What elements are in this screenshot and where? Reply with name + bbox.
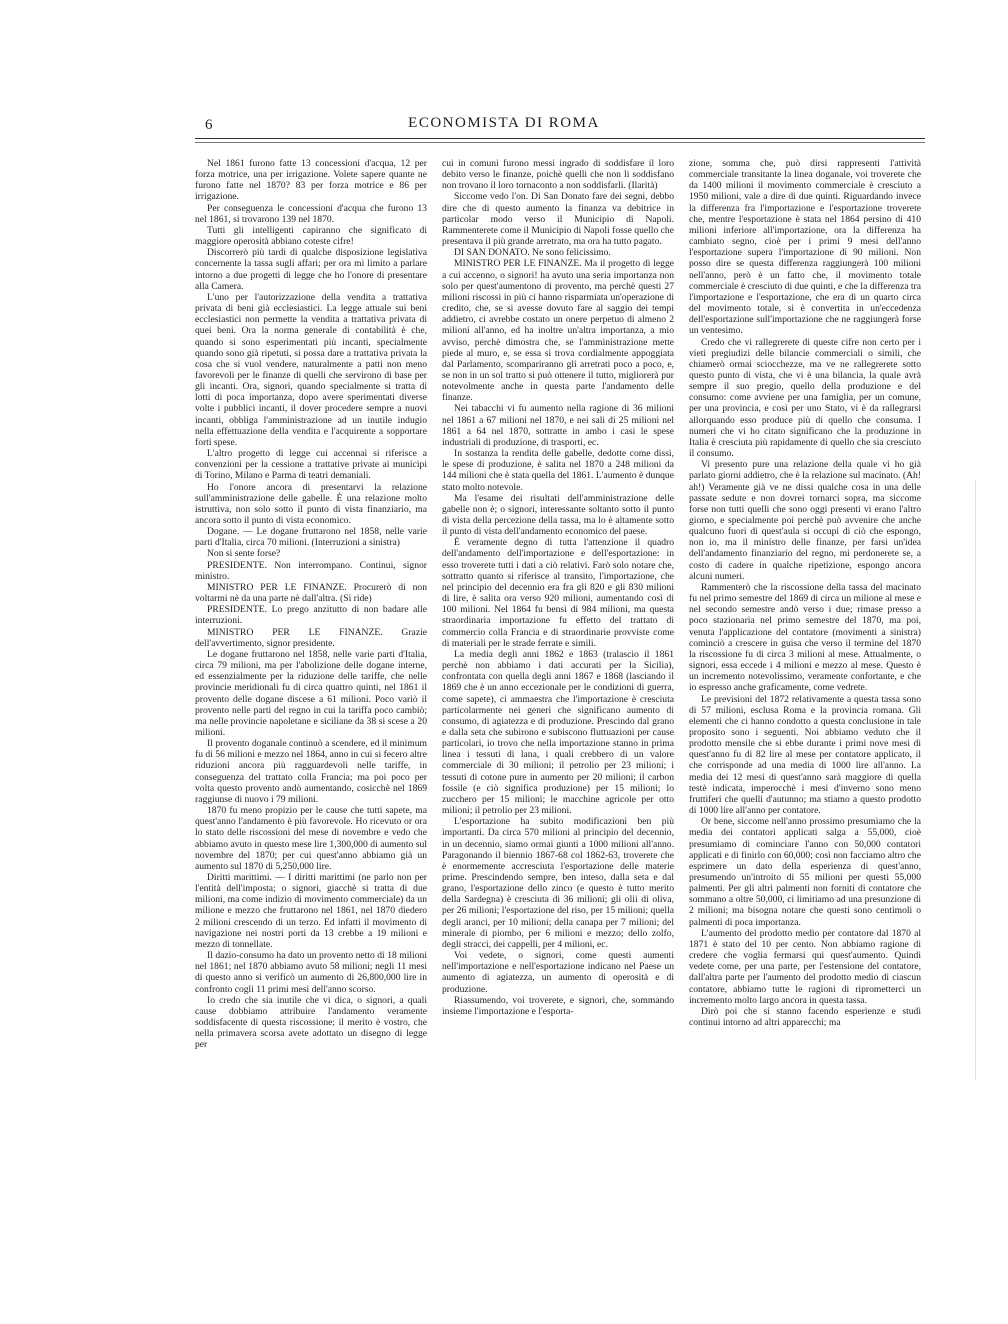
- paragraph: L'esportazione ha subito modificazioni ben più importanti. Da circa 570 milioni al principio del decennio, in un decennio, siamo ormai giunti a 1000 milioni all'anno. Paragonando il biennio 1867-68 col 1862-63, troverete che è enormemente accresciuta l'esportazione delle materie prime. Prescindendo sempre, ben inteso, dalla seta e dal grano, l'esportazione dello zinco (e questo è tutto merito della Sardegna) è cresciuta di 36 milioni; gli olii di oliva, per 26 milioni; l'esportazione del riso, per 15 milioni; quella degli aranci, per 10 milioni; della canapa per 7 milioni; del minerale di piombo, per 6 milioni e mezzo; dello zolfo, degli stracci, dei cappelli, per 4 milioni, ec.: [442, 816, 674, 950]
- paragraph: Tutti gli intelligenti capiranno che significato di maggiore operosità abbiano coteste cifre!: [195, 224, 427, 248]
- running-head-title: ECONOMISTA DI ROMA: [408, 115, 600, 131]
- paragraph: L'aumento del prodotto medio per contatore dal 1870 al 1871 è stato del 10 per cento. Non abbiamo ragione di credere che voglia fermarsi qui quest'aumento. Quindi vedete come, per una parte, per l'estensione del contatore, dall'altra parte per l'aumento del prodotto medio di ciascun contatore, abbiamo tutte le ragioni di riprometterci un incremento molto largo ancora in questa tassa.: [689, 927, 921, 1006]
- paragraph: È veramente degno di tutta l'attenzione il quadro dell'andamento dell'importazione e dell'esportazione: in esso troverete tutti i dati a ciò relativi. Farò solo notare che, sottratto quanto si riferisce al transito, l'importazione, che nel principio del decennio era fra gli 820 e gli 830 milioni di lire, è salita ora verso 920 milioni, aumentando così di 100 milioni. Nel 1864 fu bensì di 984 milioni, ma questa straordinaria importazione fu effetto del trattato di commercio colla Francia e di straordinarie provviste come di materiali per le strade ferrate e simili.: [442, 537, 674, 649]
- paragraph: MINISTRO PER LE FINANZE. Procurerò di non voltarmi nè da una parte nè dall'altra. (Si ride): [195, 581, 427, 605]
- paragraph: Dirò poi che si stanno facendo esperienze e studi continui intorno ad altri apparecchi; ma: [689, 1005, 921, 1029]
- paragraph: PRESIDENTE. Lo prego anzitutto di non badare alle interruzioni.: [195, 604, 427, 627]
- paragraph: Le previsioni del 1872 relativamente a questa tassa sono di 57 milioni, esclusa Roma e la provincia romana. Gli elementi che ci hanno condotto a questa conclusione in tale proposito sono i seguenti. Noi abbiamo veduto che il prodotto mensile che si ebbe durante i primi nove mesi di quest'anno fu di 82 lire al mese per contatore applicato, il che corrisponde ad una media di 1000 lire all'anno. La media dei 12 mesi di quest'anno sarà maggiore di quella testè indicata, imperocchè i mesi d'inverno sono meno fruttiferi che quelli d'autunno; ma stiamo a questo prodotto di 1000 lire all'anno per contatore.: [689, 693, 921, 817]
- paragraph: Discorrerò più tardi di qualche disposizione legislativa concernente la tassa sugli affari; per ora mi limito a parlare intorno a due progetti di legge che ho l'onore di presentare alla Camera.: [195, 247, 427, 292]
- paragraph: DI SAN DONATO. Ne sono felicissimo.: [454, 247, 611, 259]
- paragraph: Voi vedete, o signori, come questi aumenti nell'importazione e nell'esportazione indicano nel Paese un aumento di agiatezza, un aumento di operosità e di produzione.: [442, 950, 674, 995]
- paragraph: Ma l'esame dei risultati dell'amministrazione delle gabelle non è; o signori, interessante soltanto sotto il punto di vista della percezione della tassa, ma lo è altamente sotto il punto di vista dell'andamento economico del paese.: [442, 492, 674, 538]
- paragraph: PRESIDENTE. Non interrompano. Continui, signor ministro.: [195, 559, 427, 582]
- paragraph: Non si sente forse?: [207, 548, 281, 560]
- paragraph: Vi presento pure una relazione della quale vi ho già parlato giorni addietro, che è la relazione sul macinato. (Ah! ah!) Veramente già ve ne dissi qualche cosa in una delle passate sedute e non dovrei tornarci sopra, ma siccome forse non tutti quelli che sono oggi presenti vi erano l'altro giorno, e specialmente poi perchè può avvenire che anche qualcuno fuori di quest'aula si occupi di ciò che espongo, non io, ma il ministro delle finanze, per farsi un'idea dell'andamento finanziario del regno, mi perdonerete se, a costo di cadere in qualche ripetizione, espongo ancora alcuni numeri.: [689, 459, 921, 582]
- paragraph: MINISTRO PER LE FINANZE. Ma il progetto di legge a cui accenno, o signori! ha avuto una seria importanza non solo per quest'aumentono di provento, ma perchè questi 27 milioni riscossi in più ci hanno risparmiata un'operazione di credito, che, se si avesse dovuto fare al saggio dei tempi addietro, ci avrebbe costato un onere perpetuo di almeno 2 milioni all'anno, ed ha inoltre un'altra importanza, a mio avviso, perchè dimostra che, se l'amministrazione mette piede al muro, e, se essa si trova cordialmente appoggiata dal Parlamento, scompariranno gli arretrati poco a poco, e, se non in un sol tratto si può ottenere il tutto, migliorerà pur notevolmente anche in questa parte l'andamento delle finanze.: [442, 258, 674, 404]
- paragraph: cui in comuni furono messi ingrado di soddisfare il loro debito verso le finanze, poichè quelli che non li soddisfano non trovano il loro tornaconto a non soddisfarli. (Ilarità): [442, 158, 674, 192]
- paragraph: Nel 1861 furono fatte 13 concessioni d'acqua, 12 per forza motrice, una per irrigazione. Volete sapere quante ne furono fatte nel 1870? 83 per forza motrice e 86 per irrigazione.: [195, 158, 427, 203]
- paragraph: Nei tabacchi vi fu aumento nella ragione di 36 milioni nel 1861 a 67 milioni nel 1870, e nei sali di 25 milioni nel 1861 a 64 nel 1870, sottratte in ambo i casi le spese industriali di produzione, di trasporti, ec.: [442, 403, 674, 448]
- column-2: [442, 158, 674, 1108]
- page-number: 6: [205, 117, 213, 133]
- paragraph: Credo che vi rallegrerete di queste cifre non certo per i vieti pregiudizi delle bilancie commerciali o simili, che chiamerò ormai sciocchezze, ma ve ne rallegrerete sotto questo punto di vista, che vi è una bilancia, la quale avrà sempre il suo pregio, quello della produzione e del consumo: come avviene per una famiglia, per un comune, per una provincia, e così per uno Stato, vi è da rallegrarsi allorquando esso produce più di quello che consuma. I numeri che vi ho citato significano che la produzione in Italia è cresciuta più rapidamente di quello che sia cresciuto il consumo.: [689, 336, 921, 460]
- paragraph: Or bene, siccome nell'anno prossimo presumiamo che la media dei contatori applicati salga a 55,000, cioè presumiamo di cominciare l'anno con 50,000 contatori applicati e di finirlo con 60,000; così non facciamo altro che esprimere un dato della esperienza di quest'anno, presumendo un'introito di 55 milioni per questi 55,000 palmenti. Per gli altri palmenti non forniti di contatore che sommano a oltre 50,000, ci limitiamo ad una presunzione di 2 milioni; ma bisogna notare che questi sono centimoli o palmenti di poca importanza.: [689, 816, 921, 928]
- paragraph: Le dogane fruttarono nel 1858, nelle varie parti d'Italia, circa 79 milioni, ma per l'abolizione delle dogane interne, ed essenzialmente per la riduzione delle tariffe, che nelle provincie meridionali fu di circa quattro quinti, nel 1861 il provento delle dogane discese a 61 milioni. Poco variò il provento nelle parti del regno in cui la tariffa poco cambiò; ma nelle provincie napoletane e siciliane da 38 si scese a 20 milioni.: [195, 648, 427, 738]
- paragraph: zione, somma che, può dirsi rappresenti l'attività commerciale transitante la linea doganale, voi troverete che da 1400 milioni il movimento commerciale è cresciuto a 1950 milioni, vale a dire di due quinti. Riguardando invece la differenza fra l'importazione e l'esportazione troverete che, mentre l'esportazione è stata nel 1864 persino di 410 milioni inferiore all'importazione, ora la differenza ha cambiato segno, cioè per i primi 9 mesi dell'anno l'esportazione supera l'importazione di 90 milioni. Non posso dire se questa differenza raggiungerà 100 milioni nell'anno, però è un fatto che, il movimento totale commerciale è cresciuto di due quinti, e che la differenza tra l'importazione e l'esportazione, che era di un quarto circa del movimento totale, si è convertita in un'eccedenza dell'esportazione sull'importazione che ne raggiungerà forse un ventesimo.: [689, 158, 921, 337]
- column-3: [689, 158, 921, 1108]
- paragraph: Il dazio-consumo ha dato un provento netto di 18 milioni nel 1861; nel 1870 abbiamo avuto 58 milioni; negli 11 mesi di questo anno si verificò un aumento di 26,800,000 lire in confronto cogli 11 primi mesi dell'anno scorso.: [195, 950, 427, 995]
- paragraph: Siccome vedo l'on. Di San Donato fare dei segni, debbo dire che di questo aumento la finanza va debitrice in particolar modo verso il Municipio di Napoli. Rammenterete come il Municipio di Napoli fosse quello che presentava il più grande arretrato, ma ora ha tutto pagato.: [442, 191, 674, 248]
- paragraph: Ho l'onore ancora di presentarvi la relazione sull'amministrazione delle gabelle. È una relazione molto istruttiva, non solo sotto il punto di vista finanziario, ma ancora sotto il punto di vista economico.: [195, 481, 427, 526]
- paragraph: Riassumendo, voi troverete, e signori, che, sommando insieme l'importazione e l'esporta-: [442, 994, 674, 1017]
- header-rule: [195, 138, 925, 139]
- paragraph: Diritti marittimi. — I diritti marittimi (ne parlo non per l'entità dell'imposta; o signori, giacchè si tratta di due milioni, ma come indizio di movimento commerciale) da un milione e mezzo che fruttarono nel 1861, nel 1870 diedero 2 milioni crescendo di un terzo. Ed infatti il movimento di navigazione nei nostri porti da 13 crebbe a 19 milioni e mezzo di tonnellate.: [195, 872, 427, 950]
- paragraph: Io credo che sia inutile che vi dica, o signori, a quali cause dobbiamo attribuire l'andamento veramente soddisfacente di questa riscossione; il merito è vostro, che nella primavera scorsa avete adottato un disegno di legge per: [195, 994, 427, 1051]
- paragraph: 1870 fu meno propizio per le cause che tutti sapete, ma quest'anno l'andamento è più favorevole. Ho ricevuto or ora lo stato delle riscossioni del mese di novembre e vedo che abbiamo avuto in questo mese lire 1,300,000 di aumento sul novembre del 1870; per cui quest'anno abbiamo già un aumento sul 1870 di 5,250,000 lire.: [195, 805, 427, 872]
- paragraph: L'altro progetto di legge cui accennai si riferisce a convenzioni per la cessione a trattative private ai municipi di Torino, Milano e Parma di teatri demaniali.: [195, 448, 427, 482]
- page-edge: [975, 480, 980, 1080]
- paragraph: MINISTRO PER LE FINANZE. Grazie dell'avvertimento, signor presidente.: [195, 626, 427, 649]
- paragraph: Dogane. — Le dogane fruttarono nel 1858, nelle varie parti d'Italia, circa 70 milioni. (Interruzioni a sinistra): [195, 526, 427, 549]
- paragraph: L'uno per l'autorizzazione della vendita a trattativa privata di beni già ecclesiastici. La legge attuale sui beni ecclesiastici non permette la vendita a trattativa privata di quei beni. Ora la norma generale di contabilità è che, quando si sono esperimentati più incanti, specialmente quando sono già ripetuti, si possa dare a trattativa privata la cosa che si vuol vendere, naturalmente a patti non meno favorevoli per le finanze di quelli che servirono di base per gli incanti. Ora, signori, quando specialmente si tratta di lotti di poca importanza, dopo avere sperimentati diverse volte i pubblici incanti, il dover procedere sempre a nuovi incanti, obbliga l'amministrazione ad un inutile indugio nella effettuazione della vendita e l'acquirente a sopportare forti spese.: [195, 291, 427, 448]
- column-1: [195, 158, 427, 1108]
- header-rule-thin: [195, 142, 925, 143]
- paragraph: Per conseguenza le concessioni d'acqua che furono 13 nel 1861, si trovarono 139 nel 1870.: [195, 202, 427, 225]
- paragraph: La media degli anni 1862 e 1863 (tralascio il 1861 perchè non abbiamo i dati accurati per la Sicilia), confrontata con quella degli anni 1867 e 1868 (lasciando il 1869 che è un anno eccezionale per le condizioni di guerra, come sapete), ci ammaestra che l'importazione è cresciuta particolarmente nei generi che significano aumento di consumo, di agiatezza e di produzione. Prescindo dal grano e dalla seta che subirono e subiscono fluttuazioni per cause particolari, io trovo che nella importazione stanno in prima linea i tessuti di lana, i quali crebbero di un valore commerciale di 30 milioni; il petrolio per 23 milioni; i tessuti di cotone pure in aumento per 20 milioni; il carbon fossile (e ciò significa produzione) per 15 milioni; lo zucchero per 15 milioni; le macchine agricole per otto milioni; il petrolio per 23 milioni.: [442, 648, 674, 817]
- paragraph: Rammenterò che la riscossione della tassa del macinato fu nel primo semestre del 1869 di circa un milione al mese e nel secondo semestre andò verso i due; rimase presso a poco stazionaria nel primo semestre del 1870, ma poi, venuta l'applicazione del contatore (movimenti a sinistra) cominciò a crescere in guisa che verso il termine del 1870 la riscossione fu di circa 3 milioni al mese. Attualmente, o signori, essa eccede i 4 milioni e mezzo al mese. Questo è un incremento notevolissimo, veramente confortante, e che io espresso anche graficamente, come vedrete.: [689, 581, 921, 694]
- paragraph: Il provento doganale continuò a scendere, ed il minimum fu di 56 milioni e mezzo nel 1864, anno in cui si fecero altre riduzioni ancora più ragguardevoli nelle tariffe, in conseguenza del trattato colla Francia; ma poi poco per volta questo provento andò aumentando, cosicchè nel 1869 raggiunse di nuovo i 79 milioni.: [195, 738, 427, 805]
- paragraph: In sostanza la rendita delle gabelle, dedotte come dissi, le spese di produzione, è salita nel 1870 a 248 milioni da 144 milioni che è stata quella del 1861. L'aumento è dunque stato molto notevole.: [442, 448, 674, 493]
